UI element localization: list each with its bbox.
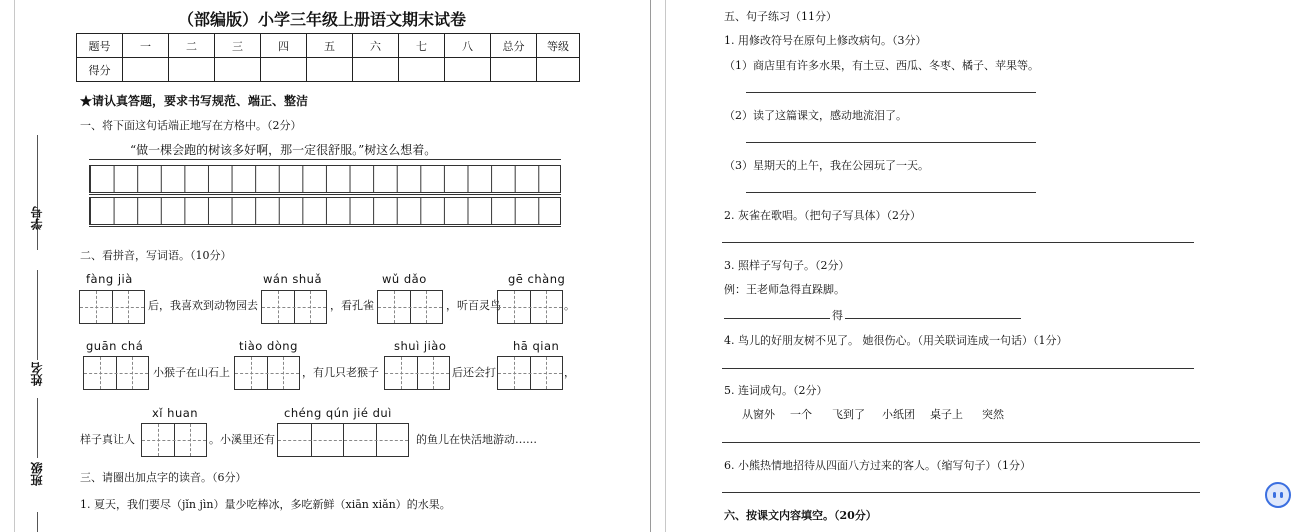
q5-s3-de: 得 xyxy=(832,309,843,322)
writing-grid-row-2[interactable] xyxy=(89,197,561,225)
q5-s1a: （1）商店里有许多水果，有土豆、西瓜、冬枣、橘子、苹果等。 xyxy=(724,59,1039,72)
q2-text: 后，我喜欢到动物园去 xyxy=(148,299,258,312)
word-chip: 小纸团 xyxy=(882,408,915,421)
q5-s1: 1. 用修改符号在原句上修改病句。（3分） xyxy=(724,34,927,47)
margin-label-class: 班级 xyxy=(30,462,44,486)
score-cell[interactable] xyxy=(537,58,580,82)
q2-text: 。小溪里还有 xyxy=(209,433,275,446)
grid-guide-line xyxy=(89,226,561,227)
instruction: ★请认真答题，要求书写规范、端正、整洁 xyxy=(80,94,309,108)
q5-s5: 5. 连词成句。（2分） xyxy=(724,384,828,397)
pinyin: fàng jià xyxy=(86,272,133,286)
q5-s1b: （2）读了这篇课文，感动地流泪了。 xyxy=(724,109,907,122)
q2-text: ，看孔雀 xyxy=(330,299,374,312)
score-header-cell: 三 xyxy=(215,34,261,58)
score-header-cell: 七 xyxy=(399,34,445,58)
margin-label-name: 姓名 xyxy=(30,362,44,386)
answer-line[interactable] xyxy=(724,318,830,319)
answer-line[interactable] xyxy=(722,492,1200,493)
q2-title: 二、看拼音，写词语。（10分） xyxy=(80,249,232,262)
score-cell[interactable] xyxy=(399,58,445,82)
pinyin: guān chá xyxy=(86,339,144,353)
word-chip: 飞到了 xyxy=(832,408,865,421)
q2-text: ，有几只老猴子 xyxy=(302,366,379,379)
answer-line[interactable] xyxy=(746,192,1036,193)
q2-text: ，听百灵鸟 xyxy=(446,299,501,312)
word-chip: 从窗外 xyxy=(742,408,775,421)
q2-text: 后还会打 xyxy=(452,366,496,379)
score-header-cell: 题号 xyxy=(77,34,123,58)
margin-line xyxy=(37,135,38,250)
grid-guide-line xyxy=(89,194,561,195)
tianzige-box[interactable] xyxy=(79,290,145,324)
q5-s6: 6. 小熊热情地招待从四面八方过来的客人。（缩写句子）（1分） xyxy=(724,459,1031,472)
score-header-cell: 等级 xyxy=(537,34,580,58)
q3-item-1: 1. 夏天，我们要尽（jǐn jìn）量少吃棒冰，多吃新鲜（xiān xiǎn）的水果。 xyxy=(80,498,451,511)
score-header-cell: 总分 xyxy=(491,34,537,58)
q5-s4: 4. 鸟儿的好朋友树不见了。 她很伤心。（用关联词连成一句话）（1分） xyxy=(724,334,1068,347)
tianzige-box[interactable] xyxy=(234,356,300,390)
pinyin: tiào dòng xyxy=(239,339,298,353)
pinyin: chéng qún jié duì xyxy=(284,406,392,420)
answer-line[interactable] xyxy=(722,442,1200,443)
word-chip: 桌子上 xyxy=(930,408,963,421)
score-cell[interactable] xyxy=(215,58,261,82)
answer-line[interactable] xyxy=(722,368,1194,369)
score-table xyxy=(76,33,580,82)
score-header-cell: 五 xyxy=(307,34,353,58)
page-divider xyxy=(650,0,651,532)
pinyin: wán shuǎ xyxy=(263,272,323,286)
margin-line xyxy=(37,270,38,360)
pinyin: gē chàng xyxy=(508,272,566,286)
tianzige-box[interactable] xyxy=(497,356,563,390)
word-chip: 一个 xyxy=(790,408,812,421)
q5-title: 五、句子练习（11分） xyxy=(724,10,837,23)
page-edge-right xyxy=(665,0,666,532)
score-table-header-row xyxy=(77,34,580,58)
pinyin: wǔ dǎo xyxy=(382,272,427,286)
margin-line xyxy=(37,512,38,532)
answer-line[interactable] xyxy=(845,318,1021,319)
score-cell[interactable] xyxy=(307,58,353,82)
q2-text: 的鱼儿在快活地游动…… xyxy=(416,433,537,446)
pinyin: xǐ huan xyxy=(152,406,199,420)
answer-line[interactable] xyxy=(746,142,1036,143)
q3-title: 三、请圈出加点字的读音。（6分） xyxy=(80,471,247,484)
score-cell[interactable] xyxy=(353,58,399,82)
score-table-score-row xyxy=(77,58,580,82)
score-header-cell: 八 xyxy=(445,34,491,58)
score-cell[interactable] xyxy=(491,58,537,82)
writing-grid-row-1[interactable] xyxy=(89,165,561,193)
margin-label-student-no: 学号 xyxy=(30,206,44,230)
page-edge-left xyxy=(14,0,15,532)
q1-title: 一、将下面这句话端正地写在方格中。（2分） xyxy=(80,119,302,132)
exam-title: （部编版）小学三年级上册语文期末试卷 xyxy=(178,10,467,29)
tianzige-box[interactable] xyxy=(497,290,563,324)
pinyin: shuì jiào xyxy=(394,339,447,353)
score-header-cell: 四 xyxy=(261,34,307,58)
q5-s1c: （3）星期天的上午，我在公园玩了一天。 xyxy=(724,159,929,172)
answer-line[interactable] xyxy=(722,242,1194,243)
q2-text: 小猴子在山石上 xyxy=(153,366,230,379)
tianzige-box[interactable] xyxy=(384,356,450,390)
score-cell[interactable] xyxy=(123,58,169,82)
word-chip: 突然 xyxy=(982,408,1004,421)
score-cell[interactable] xyxy=(261,58,307,82)
answer-line[interactable] xyxy=(746,92,1036,93)
score-cell[interactable] xyxy=(445,58,491,82)
score-header-cell: 六 xyxy=(353,34,399,58)
grid-guide-line xyxy=(89,159,561,160)
q5-s2: 2. 灰雀在歌唱。（把句子写具体）（2分） xyxy=(724,209,921,222)
q5-s3: 3. 照样子写句子。（2分） xyxy=(724,259,850,272)
q2-text: 样子真让人 xyxy=(80,433,135,446)
q1-sentence: “做一棵会跑的树该多好啊，那一定很舒服。”树这么想着。 xyxy=(130,143,437,157)
tianzige-box[interactable] xyxy=(83,356,149,390)
score-header-cell: 二 xyxy=(169,34,215,58)
assistant-bot-icon[interactable] xyxy=(1265,482,1291,508)
tianzige-box[interactable] xyxy=(141,423,207,457)
q2-text: ， xyxy=(564,366,575,379)
score-header-cell: 一 xyxy=(123,34,169,58)
tianzige-box-wide[interactable] xyxy=(277,423,409,457)
tianzige-box[interactable] xyxy=(261,290,327,324)
q6-title: 六、按课文内容填空。（20分） xyxy=(724,509,877,522)
tianzige-box[interactable] xyxy=(377,290,443,324)
pinyin: hā qian xyxy=(513,339,560,353)
q2-text: 。 xyxy=(564,299,575,312)
score-row-label: 得分 xyxy=(77,58,123,82)
margin-line xyxy=(37,398,38,458)
q5-s3-example: 例：王老师急得直跺脚。 xyxy=(724,283,845,296)
score-cell[interactable] xyxy=(169,58,215,82)
